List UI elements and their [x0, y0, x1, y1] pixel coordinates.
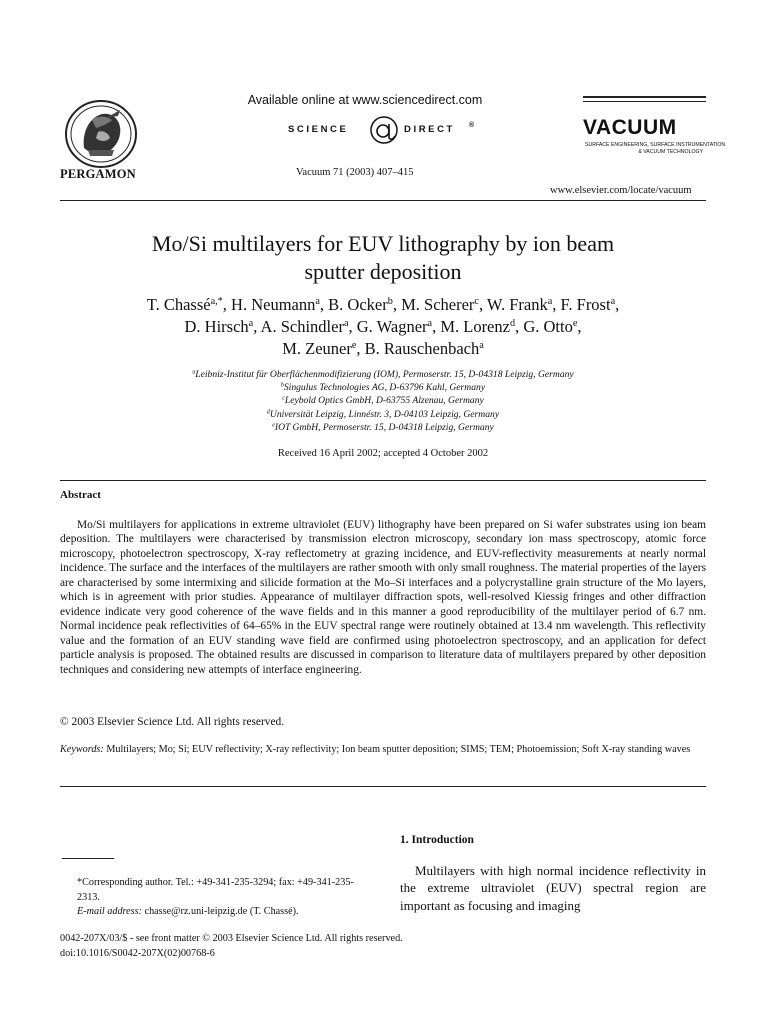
introduction-paragraph: Multilayers with high normal incidence reflectivity in the extreme ultraviolet (EUV) spectral region are important as focusing and imaging	[400, 863, 706, 913]
abstract-heading: Abstract	[60, 489, 101, 501]
email-link[interactable]: chasse@rz.uni-leipzig.de (T. Chassé).	[144, 906, 299, 917]
journal-url-link[interactable]: www.elsevier.com/locate/vacuum	[550, 185, 692, 196]
abstract-text: Mo/Si multilayers for applications in extreme ultraviolet (EUV) lithography have been prepared on Si wafer substrates using ion beam deposition. The multilayers were characterised by transmission electron microscopy, secondary ion mass spectroscopy, atomic force microscopy, photoelectron spectroscopy, X-ray reflectometry at grazing incidence, and EUV-reflectivity measurements at nearly normal incidence. The surface and the interfaces of the multilayers are rather smooth with only small roughness. The material properties of the layers are characterised by some intermixing and silicide formation at the Mo–Si interfaces and a polycrystalline grain structure of the Mo layers, which is in agreement with prior studies. Appearance of multilayer diffraction spots, well-resolved Kiessig fringes and other diffraction evidence indicate very good coherence of the wave fields and in this manner a good reproducibility of the multilayer period of 6.7 nm. Normal incidence peak reflectivities of 64–65% in the EUV spectral range were routinely obtained at 13.4 nm wavelength. This reflectivity value and the formation of an EUV standing wave field are confirmed using photoelectron spectroscopy, and an application for defect particle analysis is proposed. The obtained results are discussed in comparison to literature data of multilayers prepared by other deposition techniques and considering new attempts of interface engineering.	[60, 519, 706, 676]
affiliation-text: Singulus Technologies AG, D-63796 Kahl, Germany	[283, 382, 486, 394]
header-divider	[60, 200, 706, 201]
author-name: A. Schindler$^a$	[260, 317, 349, 336]
sciencedirect-logo	[286, 115, 486, 145]
author-name: W. Frank$^a$	[486, 295, 553, 314]
author-affiliation-marker: a	[315, 295, 320, 307]
author-name: M. Lorenz$^d$	[440, 317, 516, 336]
author-affiliation-marker: a,*	[210, 295, 223, 307]
author-name: M. Scherer$^c$	[401, 295, 479, 314]
author-affiliation-marker: a	[427, 317, 433, 329]
article-title-line: sputter deposition	[304, 259, 462, 284]
journal-subtitle-line: SURFACE ENGINEERING, SURFACE INSTRUMENTATION	[585, 142, 726, 148]
author-affiliation-marker: b	[387, 295, 393, 307]
copyright-notice: © 2003 Elsevier Science Ltd. All rights reserved.	[60, 716, 285, 728]
author-name: G. Otto$^e$	[523, 317, 578, 336]
author-name: M. Zeuner$^e$	[282, 339, 357, 358]
keywords	[60, 743, 706, 757]
affiliation-text: IOT GmbH, Permoserstr. 15, D-04318 Leipzig, Germany	[274, 421, 494, 433]
masthead-rule-thin	[583, 101, 706, 102]
author-name: T. Chassé$^{a,*}$	[146, 295, 223, 314]
sciencedirect-logo-right: DIRECT	[404, 124, 455, 135]
author-name: H. Neumann$^a$	[231, 295, 320, 314]
available-online-text: Available online at www.sciencedirect.com	[247, 93, 483, 107]
publisher-name: PERGAMON	[60, 167, 136, 181]
issn-line: 0042-207X/03/$ - see front matter © 2003 Elsevier Science Ltd. All rights reserved.	[60, 933, 403, 944]
publisher-logo	[62, 98, 140, 170]
registered-mark-icon: ®	[469, 122, 475, 129]
author-list	[60, 294, 706, 360]
affiliation-marker: a	[192, 369, 196, 376]
journal-subtitle-line: & VACUUM TECHNOLOGY	[638, 149, 703, 155]
affiliation-marker: b	[280, 382, 284, 389]
author-name: B. Rauschenbach$^a$	[364, 339, 484, 358]
footnote-rule	[62, 858, 114, 859]
author-affiliation-marker: a	[343, 317, 349, 329]
journal-citation: Vacuum 71 (2003) 407–415	[296, 167, 414, 178]
affiliation-marker: d	[266, 409, 270, 416]
corresponding-author-contact: *Corresponding author. Tel.: +49-341-235-3294; fax: +49-341-235-2313.	[77, 877, 354, 903]
email-label: E-mail address:	[77, 906, 142, 917]
affiliation-text: Leybold Optics GmbH, D-63755 Alzenau, Germany	[284, 395, 484, 407]
corresponding-author-footnote	[60, 876, 372, 920]
author-affiliation-marker: a	[479, 339, 484, 351]
author-affiliation-marker: c	[474, 295, 479, 307]
keywords-list: Multilayers; Mo; Si; EUV reflectivity; X-ray reflectivity; Ion beam sputter deposition; SIMS; TEM; Photoemission; Soft X-ray standing waves	[106, 744, 691, 755]
at-sign-icon	[366, 115, 402, 145]
journal-name: VACUUM	[583, 116, 677, 139]
author-name: F. Frost$^a$	[560, 295, 616, 314]
affiliation	[60, 381, 706, 394]
received-dates: Received 16 April 2002; accepted 4 October 2002	[277, 448, 489, 459]
email-line	[60, 905, 372, 920]
affiliation-marker: e	[272, 422, 275, 429]
doi-link[interactable]: doi:10.1016/S0042-207X(02)00768-6	[60, 947, 215, 959]
article-title	[60, 230, 706, 286]
affiliation-text: Universität Leipzig, Linnéstr. 3, D-04103 Leipzig, Germany	[269, 408, 500, 420]
keywords-label: Keywords:	[60, 744, 104, 755]
affiliation	[60, 394, 706, 407]
author-name: B. Ocker$^b$	[328, 295, 393, 314]
author-affiliation-marker: e	[572, 317, 578, 329]
journal-subtitle	[585, 142, 726, 156]
masthead-rule	[583, 96, 706, 98]
author-affiliation-marker: a	[248, 317, 254, 329]
author-name: D. Hirsch$^a$	[184, 317, 254, 336]
sciencedirect-logo-left: SCIENCE	[288, 124, 349, 135]
affiliation	[60, 421, 706, 434]
elsevier-tree-emblem-icon	[62, 98, 140, 170]
author-affiliation-marker: d	[509, 317, 516, 329]
author-line: D. Hirsch$^a$, A. Schindler$^a$, G. Wagner$^a$, M. Lorenz$^d$, G. Otto$^e$,	[184, 317, 582, 336]
author-line: T. Chassé$^{a,*}$, H. Neumann$^a$, B. Ocker$^b$, M. Scherer$^c$, W. Frank$^a$, F. Frost$^a$,	[146, 295, 620, 314]
section-divider	[60, 786, 706, 787]
affiliation-list	[60, 368, 706, 434]
affiliation	[60, 368, 706, 381]
affiliation-marker: c	[282, 395, 285, 402]
section-heading-introduction: 1. Introduction	[400, 834, 474, 846]
page-footer	[60, 932, 706, 961]
section-divider	[60, 480, 706, 481]
author-name: G. Wagner$^a$	[356, 317, 433, 336]
affiliation-text: Leibniz-Institut für Oberflächenmodifizierung (IOM), Permoserstr. 15, D-04318 Leipzig, Germany	[195, 369, 574, 380]
author-affiliation-marker: a	[610, 295, 616, 307]
affiliation	[60, 408, 706, 421]
author-line: M. Zeuner$^e$, B. Rauschenbach$^a$	[282, 339, 484, 358]
author-affiliation-marker: a	[547, 295, 553, 307]
author-affiliation-marker: e	[351, 339, 357, 351]
article-title-line: Mo/Si multilayers for EUV lithography by ion beam	[151, 231, 615, 256]
